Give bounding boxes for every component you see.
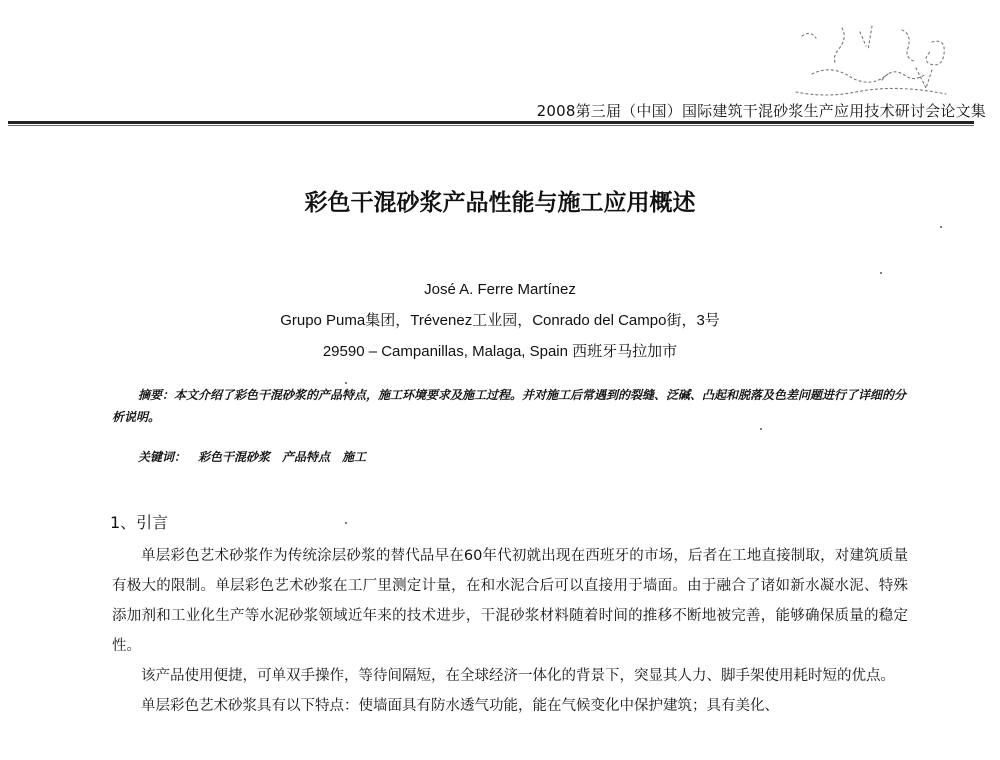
keywords bbox=[138, 448, 378, 465]
running-header: 2008第三届（中国）国际建筑干混砂浆生产应用技术研讨会论文集 bbox=[536, 102, 986, 120]
body-paragraph: 单层彩色艺术砂浆作为传统涂层砂浆的替代品早在60年代初就出现在西班牙的市场，后者在工地直接制取，对建筑质量有极大的限制。单层彩色艺术砂浆在工厂里测定计量，在和水泥合后可以直接用于墙面。由于融合了诸如新水凝水泥、特殊添加剂和工业化生产等水泥砂浆领域近年来的技术进步，干混砂浆材料随着时间的推移不断地被完善，能够确保质量的稳定性。 bbox=[112, 548, 908, 654]
section-body bbox=[112, 541, 908, 721]
abstract-text: 本文介绍了彩色干混砂浆的产品特点，施工环境要求及施工过程。并对施工后常遇到的裂缝、泛碱、凸起和脱落及色差问题进行了详细的分析说明。 bbox=[112, 388, 907, 424]
section-heading: 1、引言 bbox=[110, 513, 169, 532]
author-address: 29590 – Campanillas, Malaga, Spain 西班牙马拉加市 bbox=[322, 343, 678, 360]
scan-speck bbox=[940, 226, 942, 228]
scan-speck bbox=[345, 522, 347, 524]
body-paragraph: 单层彩色艺术砂浆具有以下特点：使墙面具有防水透气功能，能在气候变化中保护建筑；具有美化、 bbox=[141, 698, 779, 714]
handwritten-annotation bbox=[782, 22, 962, 104]
keywords-label: 关键词： bbox=[138, 450, 187, 464]
scan-speck bbox=[880, 272, 882, 274]
body-paragraph: 该产品使用便捷，可单双手操作，等待间隔短，在全球经济一体化的背景下，突显其人力、脚手架使用耗时短的优点。 bbox=[141, 668, 895, 684]
keyword-item: 彩色干混砂浆 bbox=[198, 450, 271, 464]
abstract bbox=[112, 384, 908, 428]
abstract-label: 摘要： bbox=[138, 388, 175, 402]
header-rule bbox=[8, 121, 974, 124]
author-block bbox=[0, 274, 1000, 367]
header-rule-thin bbox=[8, 125, 974, 126]
author-name: José A. Ferre Martínez bbox=[424, 281, 576, 298]
paper-title: 彩色干混砂浆产品性能与施工应用概述 bbox=[304, 190, 696, 216]
scan-speck bbox=[760, 428, 762, 430]
keyword-item: 产品特点 bbox=[282, 450, 331, 464]
scan-speck bbox=[345, 382, 347, 384]
keyword-item: 施工 bbox=[342, 450, 367, 464]
author-affiliation: Grupo Puma集团，Trévenez工业园，Conrado del Campo街，3号 bbox=[280, 312, 720, 329]
